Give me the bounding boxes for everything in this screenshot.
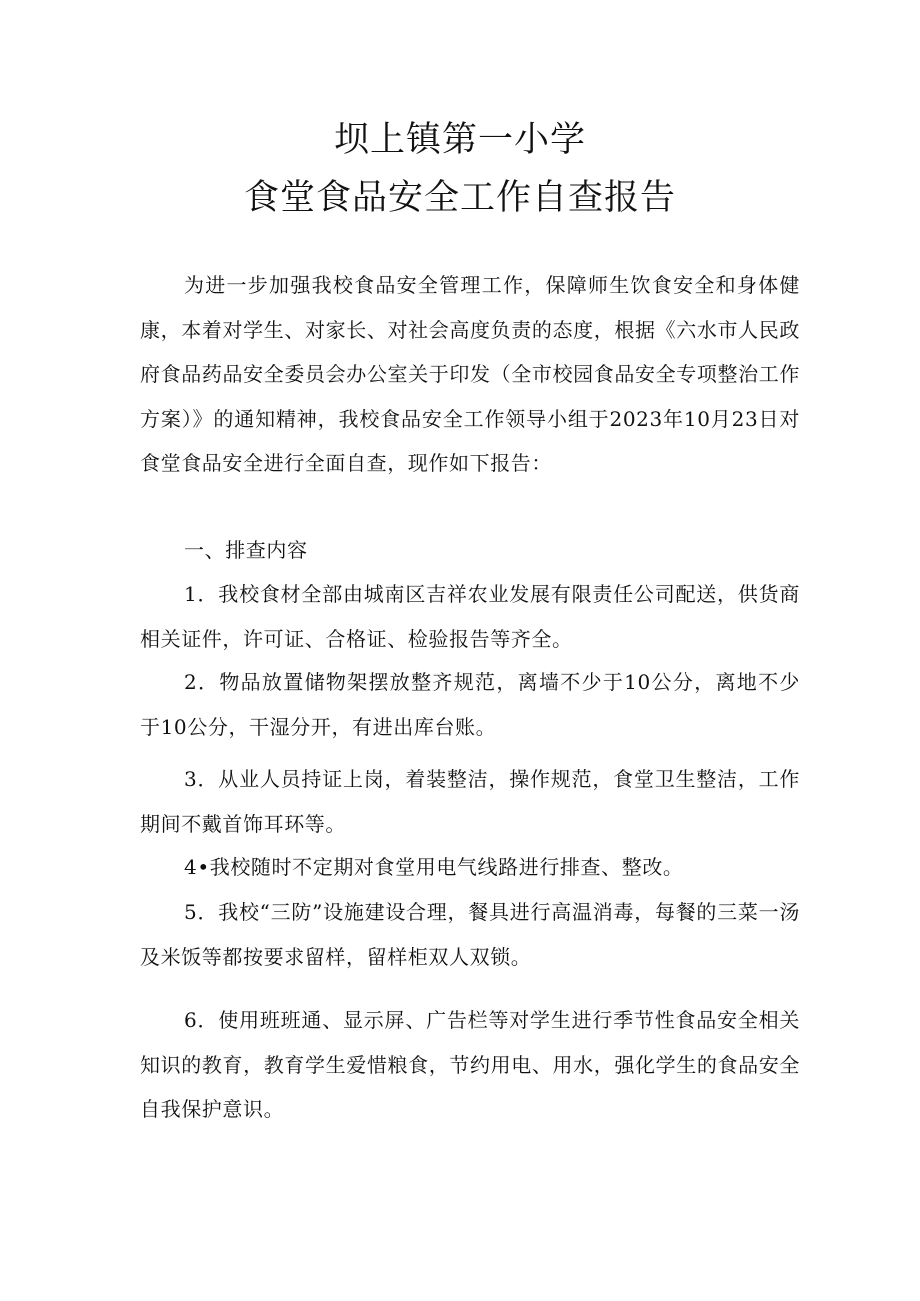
list-item: 5．我校“三防”设施建设合理，餐具进行高温消毒，每餐的三菜一汤及米饭等都按要求留样，留样柜双人双锁。 <box>140 900 800 969</box>
list-item: 4•我校随时不定期对食堂用电气线路进行排查、整改。 <box>184 855 684 879</box>
intro-paragraph: 为进一步加强我校食品安全管理工作，保障师生饮食安全和身体健康，本着对学生、对家长、对社会高度负责的态度，根据《六水市人民政府食品药品安全委员会办公室关于印发（全市校园食品安全专项整治工作方案）》的通知精神，我校食品安全工作领导小组于2023年10月23日对食堂食品安全进行全面自查，现作如下报告： <box>140 273 800 475</box>
item-block-2 <box>140 660 800 749</box>
item-block-5 <box>140 890 800 979</box>
item-block-3 <box>140 757 800 846</box>
title-school-name: 坝上镇第一小学 <box>333 120 586 160</box>
section-heading: 一、排查内容 <box>184 538 308 562</box>
list-item: 3．从业人员持证上岗，着装整洁，操作规范，食堂卫生整洁，工作期间不戴首饰耳环等。 <box>140 767 800 836</box>
list-item: 6．使用班班通、显示屏、广告栏等对学生进行季节性食品安全相关知识的教育，教育学生爱惜粮食，节约用电、用水，强化学生的食品安全自我保护意识。 <box>140 1008 800 1121</box>
item-block-6 <box>140 998 800 1132</box>
intro-block <box>140 263 800 486</box>
list-item: 1．我校食材全部由城南区吉祥农业发展有限责任公司配送，供货商相关证件，许可证、合格证、检验报告等齐全。 <box>140 582 800 651</box>
item-block-1 <box>140 572 800 661</box>
item-block-4 <box>140 845 800 890</box>
title-report-name: 食堂食品安全工作自查报告 <box>243 178 676 218</box>
list-item: 2．物品放置储物架摆放整齐规范，离墙不少于10公分，离地不少于10公分，干湿分开，有进出库台账。 <box>140 670 800 739</box>
